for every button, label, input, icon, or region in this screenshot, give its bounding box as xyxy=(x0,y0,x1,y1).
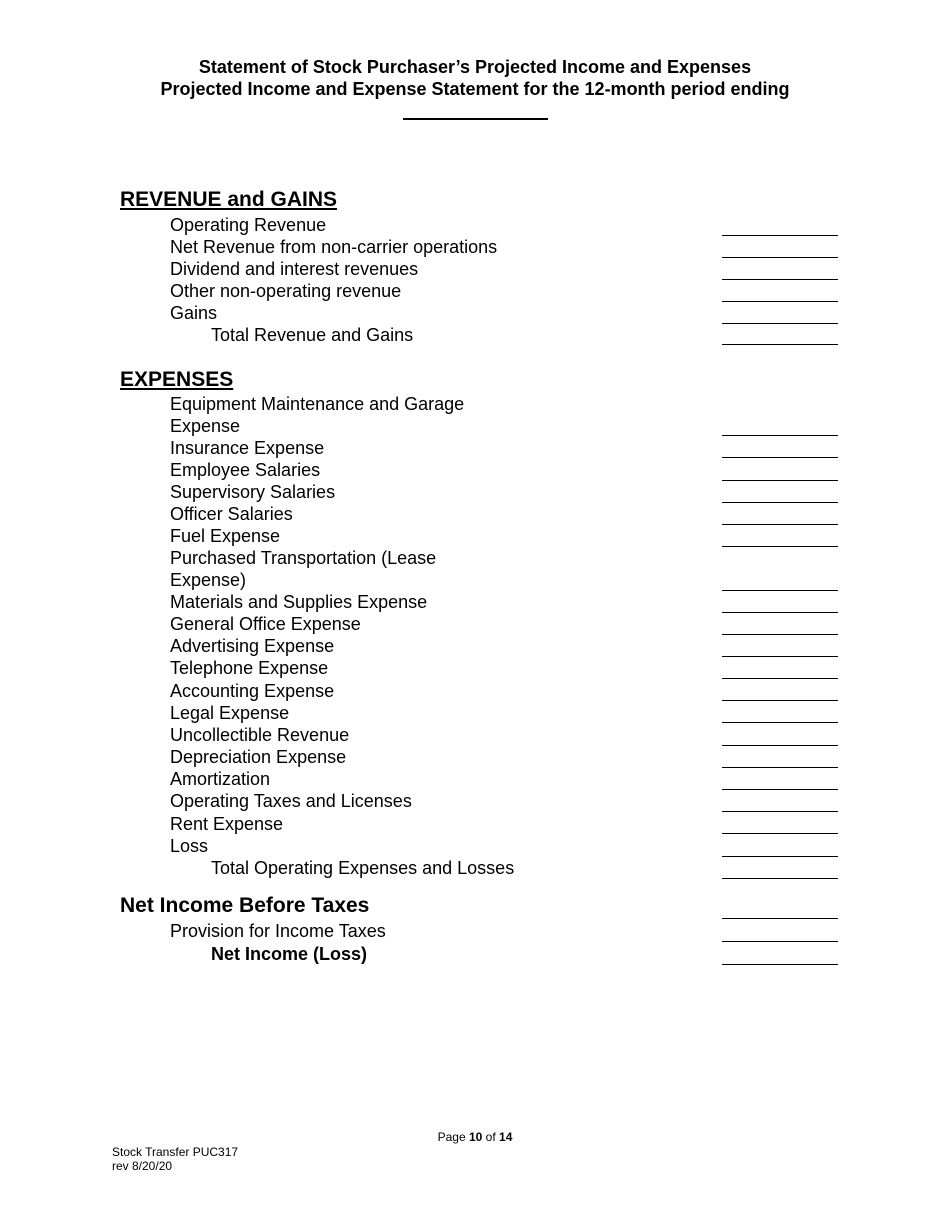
amount-blank[interactable] xyxy=(722,656,838,657)
expense-item: Depreciation Expense xyxy=(170,747,347,767)
amount-blank[interactable] xyxy=(722,964,838,965)
amount-blank[interactable] xyxy=(722,279,838,280)
amount-blank[interactable] xyxy=(722,480,838,481)
expense-item: Rent Expense xyxy=(170,814,284,834)
expenses-heading: EXPENSES xyxy=(120,368,234,391)
amount-blank[interactable] xyxy=(722,435,838,436)
amount-blank[interactable] xyxy=(722,235,838,236)
amount-blank[interactable] xyxy=(722,301,838,302)
amount-blank[interactable] xyxy=(722,257,838,258)
expense-item: Officer Salaries xyxy=(170,504,293,524)
revenue-total: Total Revenue and Gains xyxy=(211,325,414,345)
expense-item: Supervisory Salaries xyxy=(170,482,336,502)
amount-blank[interactable] xyxy=(722,502,838,503)
amount-blank[interactable] xyxy=(722,941,838,942)
amount-blank[interactable] xyxy=(722,546,838,547)
amount-blank[interactable] xyxy=(722,612,838,613)
revenue-item: Gains xyxy=(170,303,218,323)
amount-blank[interactable] xyxy=(722,700,838,701)
amount-blank[interactable] xyxy=(722,722,838,723)
amount-blank[interactable] xyxy=(722,457,838,458)
amount-blank[interactable] xyxy=(722,678,838,679)
period-ending-blank[interactable] xyxy=(403,118,548,120)
expense-item: Uncollectible Revenue xyxy=(170,725,350,745)
expense-item: Materials and Supplies Expense xyxy=(170,592,428,612)
revenue-item: Operating Revenue xyxy=(170,215,327,235)
footer-form-id: Stock Transfer PUC317 xyxy=(112,1145,239,1159)
expense-item: Expense xyxy=(170,416,241,436)
expense-item: Telephone Expense xyxy=(170,658,329,678)
expense-item: Advertising Expense xyxy=(170,636,335,656)
expense-item: Operating Taxes and Licenses xyxy=(170,791,412,811)
expense-item: Legal Expense xyxy=(170,703,290,723)
amount-blank[interactable] xyxy=(722,634,838,635)
amount-blank[interactable] xyxy=(722,323,838,324)
title-line-2: Projected Income and Expense Statement for the 12-month period ending xyxy=(160,79,790,99)
expense-item: Fuel Expense xyxy=(170,526,281,546)
expenses-total: Total Operating Expenses and Losses xyxy=(211,858,515,878)
expense-item: Amortization xyxy=(170,769,271,789)
amount-blank[interactable] xyxy=(722,878,838,879)
revenue-item: Other non-operating revenue xyxy=(170,281,402,301)
expense-item: Insurance Expense xyxy=(170,438,325,458)
amount-blank[interactable] xyxy=(722,918,838,919)
amount-blank[interactable] xyxy=(722,856,838,857)
title-line-1: Statement of Stock Purchaser’s Projected Income and Expenses xyxy=(198,57,752,77)
expense-item: Equipment Maintenance and Garage xyxy=(170,394,465,414)
page-number: Page 10 of 14 xyxy=(437,1130,513,1144)
expense-item: Loss xyxy=(170,836,209,856)
amount-blank[interactable] xyxy=(722,789,838,790)
revenue-heading: REVENUE and GAINS xyxy=(120,188,338,211)
amount-blank[interactable] xyxy=(722,344,838,345)
revenue-item: Dividend and interest revenues xyxy=(170,259,419,279)
footer-revision: rev 8/20/20 xyxy=(112,1159,173,1173)
amount-blank[interactable] xyxy=(722,767,838,768)
amount-blank[interactable] xyxy=(722,811,838,812)
revenue-item: Net Revenue from non-carrier operations xyxy=(170,237,498,257)
amount-blank[interactable] xyxy=(722,745,838,746)
expense-item: General Office Expense xyxy=(170,614,361,634)
expense-item: Employee Salaries xyxy=(170,460,321,480)
provision-income-taxes: Provision for Income Taxes xyxy=(170,921,386,941)
expense-item: Accounting Expense xyxy=(170,681,335,701)
amount-blank[interactable] xyxy=(722,590,838,591)
expense-item: Expense) xyxy=(170,570,247,590)
expense-item: Purchased Transportation (Lease xyxy=(170,548,437,568)
amount-blank[interactable] xyxy=(722,833,838,834)
net-income-before-taxes: Net Income Before Taxes xyxy=(120,894,370,917)
net-income-loss: Net Income (Loss) xyxy=(211,944,368,964)
amount-blank[interactable] xyxy=(722,524,838,525)
